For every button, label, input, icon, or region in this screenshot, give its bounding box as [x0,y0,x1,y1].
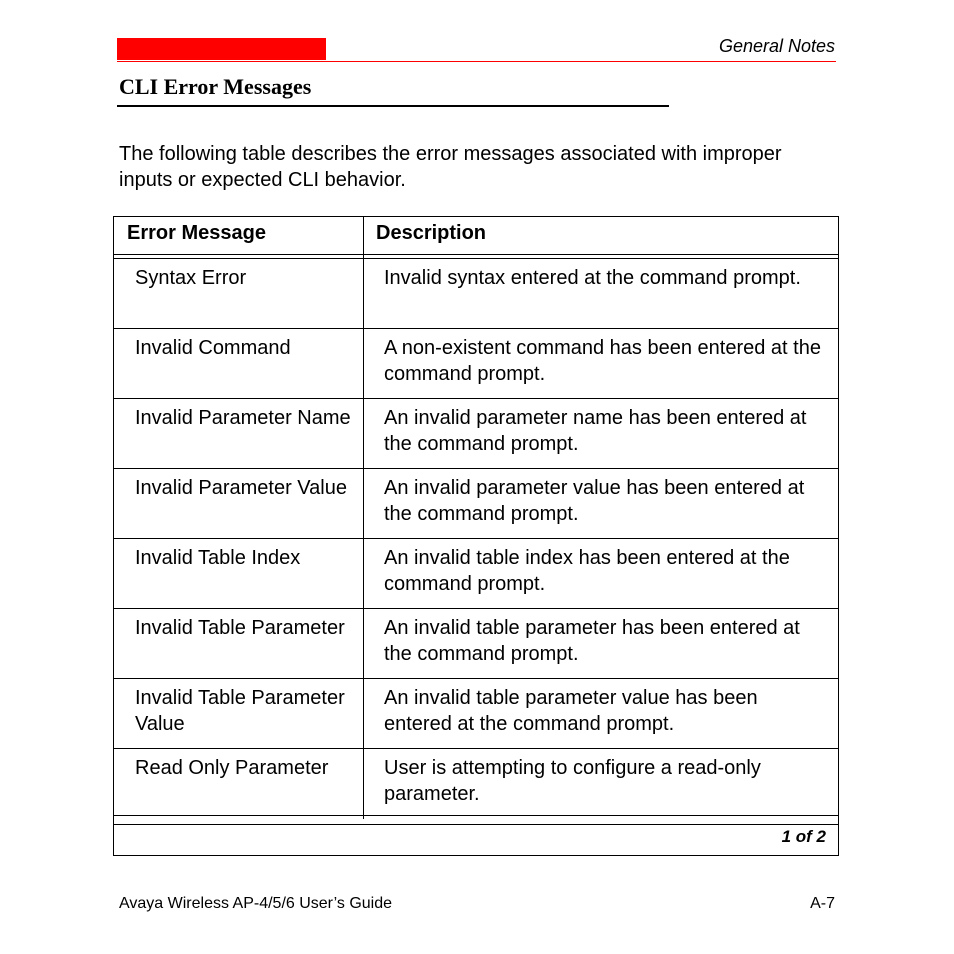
table-page-indicator: 1 of 2 [781,827,826,846]
table-header [114,217,838,255]
error-message-cell: Invalid Parameter Value [135,477,347,499]
error-message-cell: Syntax Error [135,267,247,289]
error-message-cell: Invalid Table Index [135,547,301,569]
error-message-cell: Read Only Parameter [135,757,329,779]
description-cell: An invalid table index has been entered at the command prompt. [384,547,790,595]
page-title: CLI Error Messages [119,74,312,99]
error-message-cell: Invalid Parameter Name [135,407,351,429]
table-row [114,679,838,749]
column-header-description: Description [376,222,487,244]
column-header-error-message: Error Message [127,222,266,244]
table-body [114,259,838,816]
description-cell: An invalid parameter name has been entered at the command prompt. [384,407,807,455]
description-cell: An invalid table parameter value has been entered at the command prompt. [384,687,758,735]
table-row [114,329,838,399]
table-row [114,609,838,679]
description-cell: An invalid parameter value has been entered at the command prompt. [384,477,805,525]
table-footer-separator [114,824,838,825]
error-messages-table [113,216,839,856]
footer-guide-title: Avaya Wireless AP-4/5/6 User’s Guide [119,895,393,912]
table-row [114,259,838,329]
header-section-title: General Notes [718,36,835,56]
header-accent-bar [117,38,326,60]
description-cell: A non-existent command has been entered at the command prompt. [384,337,821,385]
error-message-cell: Invalid Command [135,337,291,359]
description-cell: An invalid table parameter has been entered at the command prompt. [384,617,800,665]
header-rule [117,61,836,62]
error-message-cell: Invalid Table Parameter [135,617,345,639]
description-cell: User is attempting to configure a read-only parameter. [384,757,761,805]
table-row [114,469,838,539]
table-row [114,399,838,469]
description-cell: Invalid syntax entered at the command prompt. [384,267,801,289]
table-row [114,749,838,816]
table-row [114,539,838,609]
error-message-cell: Invalid Table Parameter Value [135,687,345,735]
footer-page-number: A-7 [810,895,835,912]
intro-paragraph: The following table describes the error messages associated with improper inputs or expected CLI behavior. [119,143,782,191]
title-underline [117,105,669,107]
